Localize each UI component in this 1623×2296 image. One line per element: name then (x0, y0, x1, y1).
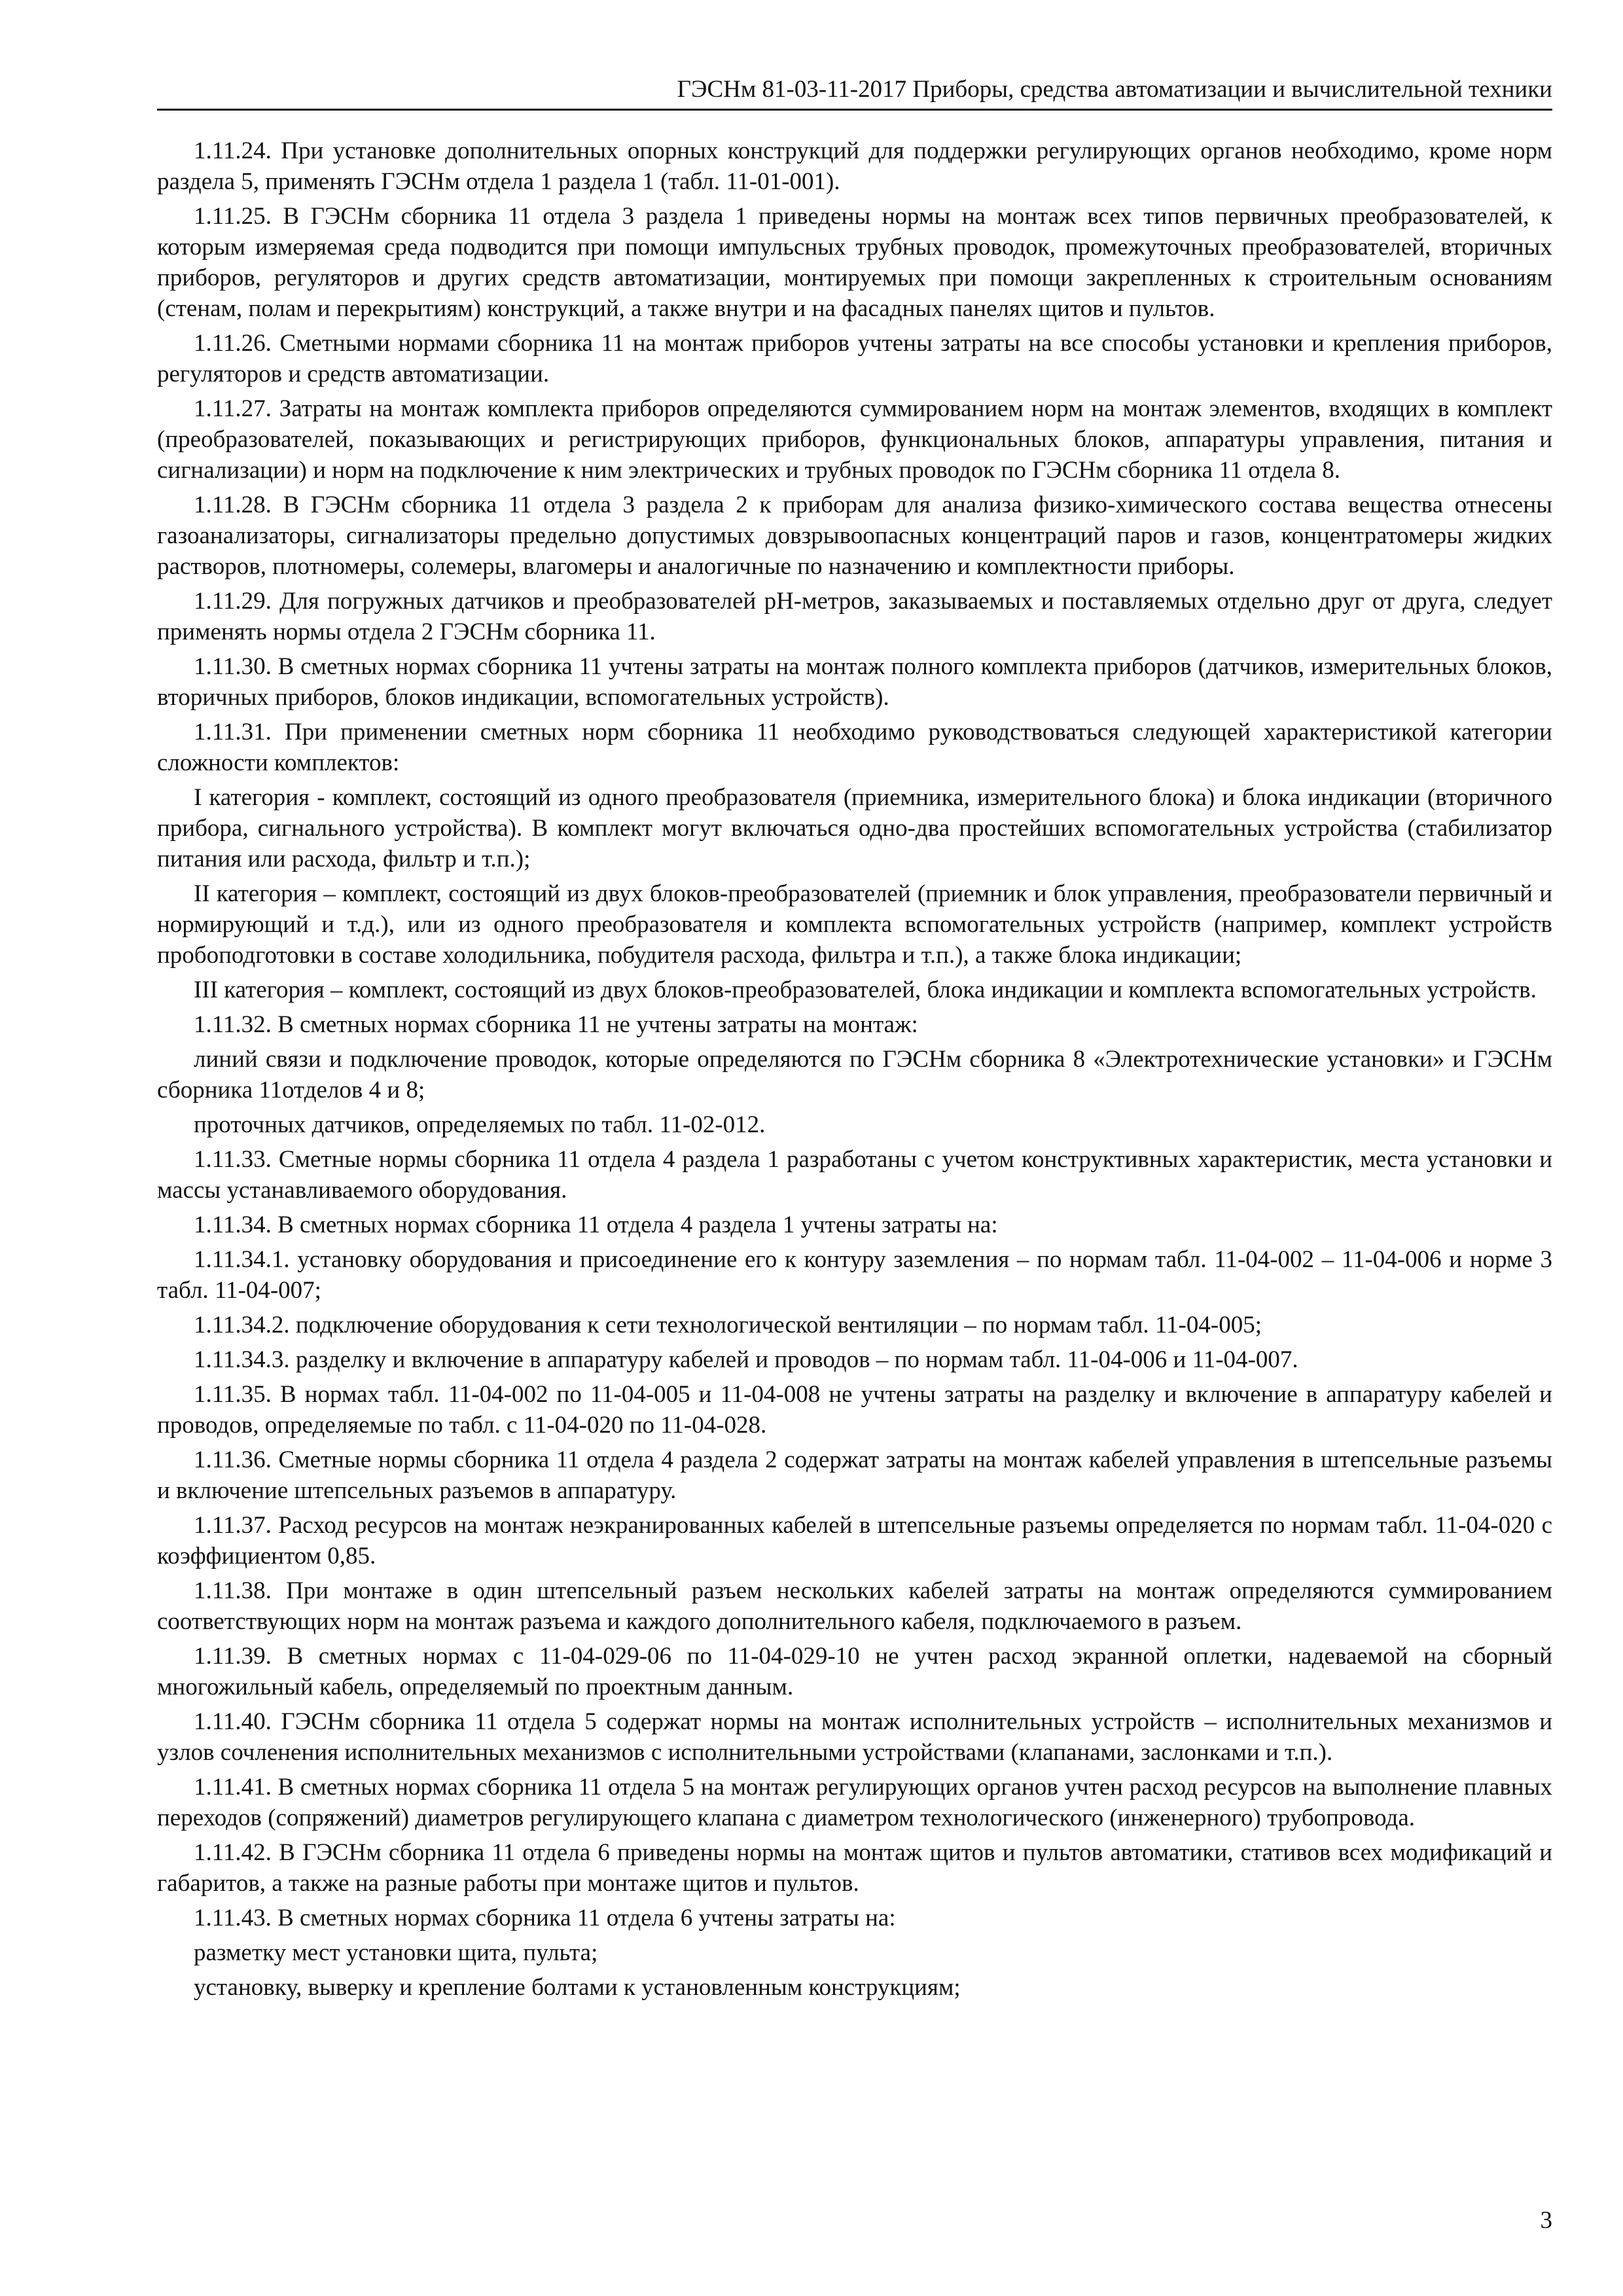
paragraph-1-11-38: 1.11.38. При монтаже в один штепсельный разъем нескольких кабелей затраты на монтаж определяются суммированием соответствующих норм на монтаж разъема и каждого дополнительного кабеля, подключаемого в разъем. (157, 1577, 1552, 1635)
paragraph-1-11-43: 1.11.43. В сметных нормах сборника 11 отдела 6 учтены затраты на: (194, 1905, 896, 1931)
paragraph-1-11-29: 1.11.29. Для погружных датчиков и преобразователей pH-метров, заказываемых и поставляемых отдельно друг от друга, следует применять нормы отдела 2 ГЭСНм сборника 11. (157, 588, 1552, 645)
paragraph-1-11-40: 1.11.40. ГЭСНм сборника 11 отдела 5 содержат нормы на монтаж исполнительных устройств – исполнительных механизмов и узлов сочленения исполнительных механизмов с исполнительными устройствами (клапанами, заслонками и т.п.). (157, 1708, 1552, 1766)
body-text (157, 135, 1552, 2007)
running-header: ГЭСНм 81-03-11-2017 Приборы, средства автоматизации и вычислительной техники (677, 76, 1552, 103)
paragraph-1-11-39: 1.11.39. В сметных нормах с 11-04-029-06 по 11-04-029-10 не учтен расход экранной оплетки, надеваемой на сборный многожильный кабель, определяемый по проектным данным. (157, 1643, 1552, 1700)
paragraph-1-11-27: 1.11.27. Затраты на монтаж комплекта приборов определяются суммированием норм на монтаж элементов, входящих в комплект (преобразователей, показывающих и регистрирующих приборов, функциональных блоков, аппаратуры управления, питания и сигнализации) и норм на подключение к ним электрических и трубных проводок по ГЭСНм сборника 11 отдела 8. (157, 395, 1552, 484)
paragraph-list-item: установку, выверку и крепление болтами к установленным конструкциям; (194, 1974, 961, 2001)
paragraph-1-11-28: 1.11.28. В ГЭСНм сборника 11 отдела 3 раздела 2 к приборам для анализа физико-химического состава вещества отнесены газоанализаторы, сигнализаторы предельно допустимых довзрывоопасных концентраций паров и газов, концентратомеры жидких растворов, плотномеры, солемеры, влагомеры и аналогичные по назначению и комплектности приборы. (157, 492, 1552, 580)
paragraph-1-11-30: 1.11.30. В сметных нормах сборника 11 учтены затраты на монтаж полного комплекта приборов (датчиков, измерительных блоков, вторичных приборов, блоков индикации, вспомогательных устройств). (157, 653, 1552, 711)
paragraph-category-1: I категория - комплект, состоящий из одного преобразователя (приемника, измерительного блока) и блока индикации (вторичного прибора, сигнального устройства). В комплект могут включаться одно-два простейших вспомогательных устройства (стабилизатор питания или расхода, фильтр и т.п.); (157, 784, 1552, 872)
paragraph-1-11-42: 1.11.42. В ГЭСНм сборника 11 отдела 6 приведены нормы на монтаж щитов и пультов автоматики, стативов всех модификаций и габаритов, а также на разные работы при монтаже щитов и пультов. (157, 1839, 1552, 1897)
paragraph-list-item: разметку мест установки щита, пульта; (194, 1939, 598, 1966)
paragraph-1-11-35: 1.11.35. В нормах табл. 11-04-002 по 11-04-005 и 11-04-008 не учтены затраты на разделку и включение в аппаратуру кабелей и проводов, определяемые по табл. с 11-04-020 по 11-04-028. (157, 1381, 1552, 1439)
paragraph-1-11-31: 1.11.31. При применении сметных норм сборника 11 необходимо руководствоваться следующей характеристикой категории сложности комплектов: (157, 719, 1552, 776)
paragraph-1-11-33: 1.11.33. Сметные нормы сборника 11 отдела 4 раздела 1 разработаны с учетом конструктивных характеристик, места установки и массы устанавливаемого оборудования. (157, 1146, 1552, 1204)
paragraph-list-item: линий связи и подключение проводок, которые определяются по ГЭСНм сборника 8 «Электротехнические установки» и ГЭСНм сборника 11отделов 4 и 8; (157, 1046, 1552, 1103)
paragraph-1-11-41: 1.11.41. В сметных нормах сборника 11 отдела 5 на монтаж регулирующих органов учтен расход ресурсов на выполнение плавных переходов (сопряжений) диаметров регулирующего клапана с диаметром технологического (инженерного) трубопровода. (157, 1774, 1552, 1831)
paragraph-1-11-34-2: 1.11.34.2. подключение оборудования к сети технологической вентиляции – по нормам табл. 11-04-005; (194, 1312, 1262, 1338)
paragraph-1-11-37: 1.11.37. Расход ресурсов на монтаж неэкранированных кабелей в штепсельные разъемы определяется по нормам табл. 11-04-020 с коэффициентом 0,85. (157, 1512, 1552, 1570)
header-rule (157, 109, 1552, 111)
paragraph-1-11-24: 1.11.24. При установке дополнительных опорных конструкций для поддержки регулирующих органов необходимо, кроме норм раздела 5, применять ГЭСНм отдела 1 раздела 1 (табл. 11-01-001). (157, 137, 1552, 195)
paragraph-1-11-36: 1.11.36. Сметные нормы сборника 11 отдела 4 раздела 2 содержат затраты на монтаж кабелей управления в штепсельные разъемы и включение штепсельных разъемов в аппаратуру. (157, 1446, 1552, 1504)
paragraph-category-2: II категория – комплект, состоящий из двух блоков-преобразователей (приемник и блок управления, преобразователи первичный и нормирующий и т.д.), или из одного преобразователя и комплекта вспомогательных устройств (например, комплект устройств пробоподготовки в составе холодильника, побудителя расхода, фильтра и т.п.), а также блока индикации; (157, 880, 1552, 969)
paragraph-1-11-34-1: 1.11.34.1. установку оборудования и присоединение его к контуру заземления – по нормам табл. 11-04-002 – 11-04-006 и норме 3 табл. 11-04-007; (157, 1246, 1552, 1304)
paragraph-list-item: проточных датчиков, определяемых по табл. 11-02-012. (194, 1111, 766, 1138)
page-number: 3 (1540, 2207, 1552, 2234)
paragraph-1-11-25: 1.11.25. В ГЭСНм сборника 11 отдела 3 раздела 1 приведены нормы на монтаж всех типов первичных преобразователей, к которым измеряемая среда подводится при помощи импульсных трубных проводок, промежуточных преобразователей, вторичных приборов, регуляторов и других средств автоматизации, монтируемых при помощи закрепленных к строительным основаниям (стенам, полам и перекрытиям) конструкций, а также внутри и на фасадных панелях щитов и пультов. (157, 203, 1552, 322)
paragraph-1-11-34: 1.11.34. В сметных нормах сборника 11 отдела 4 раздела 1 учтены затраты на: (194, 1211, 998, 1238)
paragraph-category-3: III категория – комплект, состоящий из двух блоков-преобразователей, блока индикации и комплекта вспомогательных устройств. (194, 977, 1537, 1003)
paragraph-1-11-34-3: 1.11.34.3. разделку и включение в аппаратуру кабелей и проводов – по нормам табл. 11-04-006 и 11-04-007. (194, 1346, 1298, 1373)
paragraph-1-11-26: 1.11.26. Сметными нормами сборника 11 на монтаж приборов учтены затраты на все способы установки и крепления приборов, регуляторов и средств автоматизации. (157, 330, 1552, 387)
paragraph-1-11-32: 1.11.32. В сметных нормах сборника 11 не учтены затраты на монтаж: (194, 1011, 918, 1038)
